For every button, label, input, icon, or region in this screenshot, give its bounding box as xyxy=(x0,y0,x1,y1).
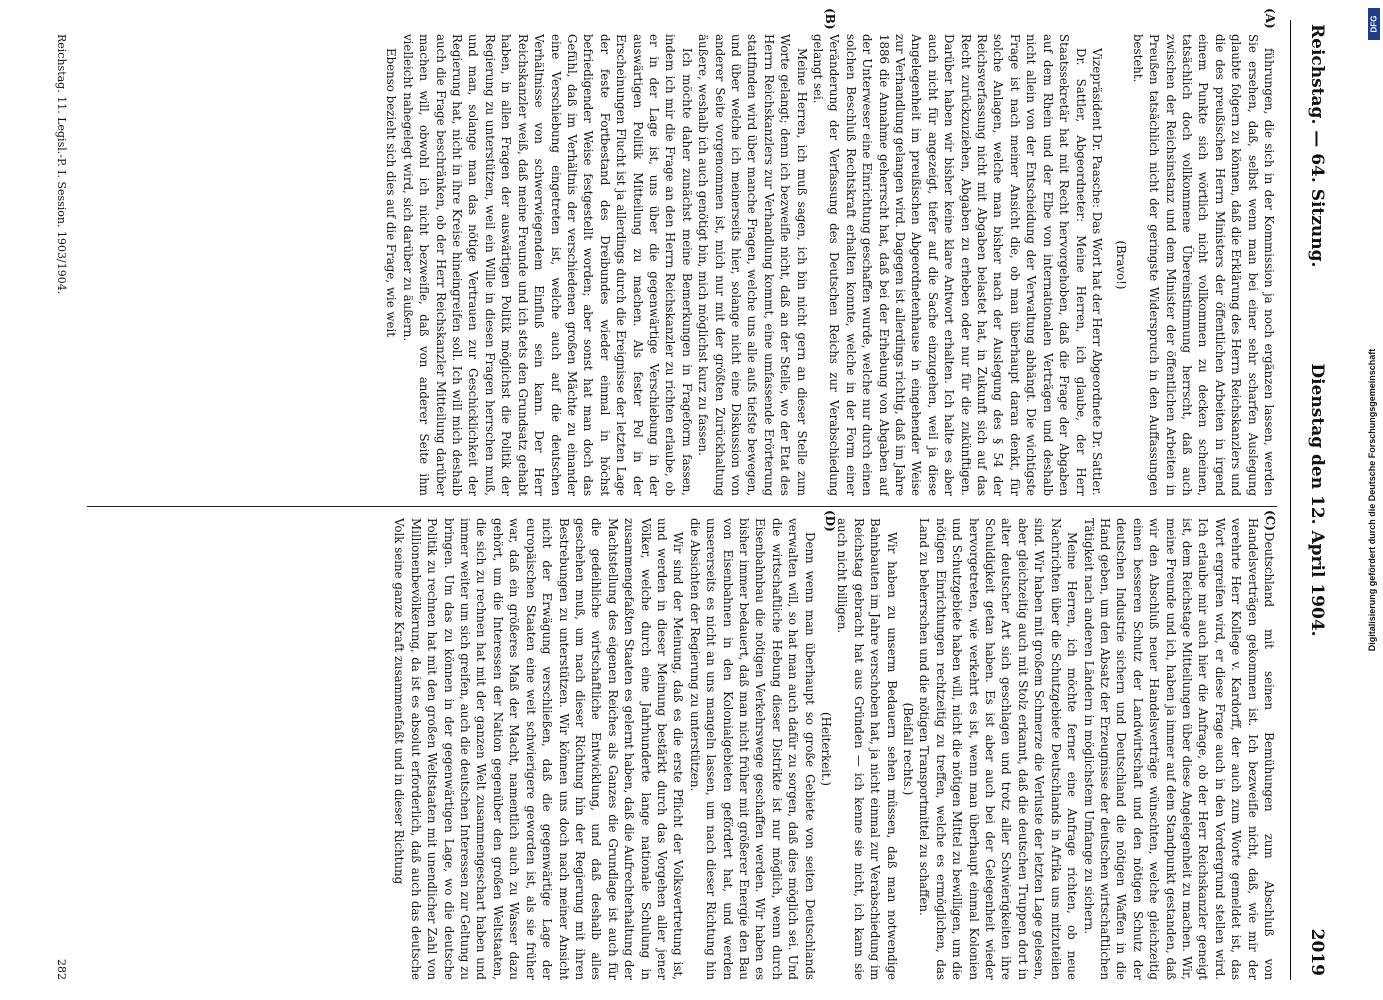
document-page xyxy=(47,8,1337,980)
page-header xyxy=(1290,20,1337,980)
margin-mark-b: (B) xyxy=(822,8,837,30)
paragraph: Ebenso bezieht sich dies auf die Frage, wie weit xyxy=(383,48,398,338)
dfg-logo xyxy=(1368,8,1380,40)
page-footer: Reichstag. 11. Legisl.-P. I. Session. 1903/1904. xyxy=(54,34,68,295)
left-column xyxy=(87,34,1277,496)
paragraph: Dr. Sattler, Abgeordneter: Meine Herren, ich glaube, der Herr Staatssekretär hat mit Recht hervorgehoben, daß die Frage der Abgaben auf dem Rhein und der Elbe von internationalen Verträgen und deshalb nicht allein von der Entscheidung der Verwaltung abhängt. Die wichtigste Frage ist nach meiner Ansicht die, ob man überhaupt daran denkt, für solche Anlagen, welche man bisher nach der Auslegung des § 54 der Reichsverfassung nicht mit Abgaben belastet hat, in Zukunft sich auf das Recht zurückzuziehen, Abgaben zu erheben oder nur für die zukünftigen. Darüber haben wir bisher keine klare Antwort erhalten. Ich halte es aber auch nicht für angezeigt, tiefer auf die Sache einzugehen, weil ja diese Angelegenheit im preußischen Abgeordnetenhause in eingehender Weise zur Verhandlung gelangen wird. Dagegen ist allerdings richtig, daß im Jahre 1886 die Annahme geherrscht hat, daß bei der Erhebung von Abgaben auf der Unterweser eine Einrichtung geschaffen wurde, welche nur durch einen solchen Beschluß Rechtskraft erhalten konnte, welche in der Form einer Veränderung der Verfassung des Deutschen Reichs zur Verabschiedung gelangt sei. xyxy=(810,34,1088,496)
margin-mark-a: (A) xyxy=(1262,8,1277,29)
dfg-logo-text: DFG xyxy=(1369,15,1379,33)
paragraph: Wir haben zu unserm Bedauern sehen müssen, daß man notwendige Bahnbauten im Jahre verschoben hat, ja nicht einmal zur Verabschiedung im Reichstag gebracht hat aus Gründen — ich kenne sie nicht, ich kann sie auch nicht billigen. xyxy=(834,518,899,980)
header-date: Dienstag den 12. April 1904. xyxy=(1306,363,1327,637)
paragraph: (Beifall rechts.) xyxy=(900,702,915,796)
folio-number: 282 xyxy=(54,959,68,980)
paragraph: führungen, die sich in der Kommission ja noch ergänzen lassen, werden Sie ersehen, daß, selbst wenn man bei einer sehr scharfen Auslegung glaubte folgern zu können, daß die Erklärung des Herrn Reichskanzlers und die des preußischen Herrn Ministers der öffentlichen Arbeiten in irgend einem Punkte sich wörtlich nicht vollkommen zu decken scheinen, tatsächlich doch vollkommene Übereinstimmung herrscht, daß auch zwischen der Reichsinstanz und dem Minister der öffentlichen Arbeiten in Preußen tatsächlich nicht der geringste Widerspruch in den Auffassungen besteht. xyxy=(1130,34,1276,496)
page-number: 2019 xyxy=(1306,928,1327,976)
paragraph: Wir sind der Meinung, daß es die erste Pflicht der Volksvertretung ist, und werden in dieser Meinung bestärkt durch das Vorgehen aller jener Völker, welche durch eine Jahrhunderte lange nationale Schulung in zusammengefaßten Staaten es gelernt haben, daß die Aufrechterhaltung der Machtstellung des eigenen Reiches als Ganzes die Grundlage ist auch für die gedeihliche wirtschaftliche Entwicklung, und daß deshalb alles geschehen muß, um nach dieser Richtung hin der Regierung mit ihren Bestrebungen zu unterstützen. Wir können uns doch nach meiner Ansicht nicht der Erwägung verschließen, daß die gegenwärtige Lage der europäischen Staaten eine weit schwierigere geworden ist, als sie früher war, daß ein größeres Maß der Macht, namentlich auch zu Wasser dazu gehört, um die Interessen der Nation gegenüber den großen Weltstaaten, die sich zu rechnen hat mit der ganzen Welt zusammengeschart haben und immer weiter um sich greifen, auch die deutschen Interessen zur Geltung zu bringen. Um das zu können in der gegenwärtigen Lage, wo die deutsche Politik zu rechnen hat mit den großen Weltstaaten mit unendlicher Zahl von Millionenbevölkerung, da ist es absolut erforderlich, daß auch das deutsche Volk seine ganze Kraft zusammenfaßt und in dieser Richtung xyxy=(391,518,685,980)
right-column xyxy=(87,518,1277,980)
paragraph: Denn wenn man überhaupt so große Gebiete von seiten Deutschlands verwalten will, so hat man auch dafür zu sorgen, daß dies möglich sei. Und die wirtschaftliche Hebung dieser Distrikte ist nur möglich, wenn durch Eisenbahnbau die nötigen Verkehrswege geschaffen werden. Wir haben es bisher immer bedauert, daß man nicht früher mit größerer Energie den Bau von Eisenbahnen in den Kolonialgebieten gefördert hat, und werden unsererseits es nicht an uns mangeln lassen, um nach dieser Richtung hin die Absichten der Regierung zu unterstützen. xyxy=(687,518,817,980)
paragraph: Meine Herren, ich muß sagen, ich bin nicht gern an dieser Stelle zum Worte gelangt; denn ich bezweifle nicht, daß an der Stelle, wo der Etat des Herrn Reichskanzlers zur Verhandlung kommt, eine umfassende Erörterung stattfinden wird über manche Fragen, welche uns alle aufs tiefste bewegen, und über welche ich meinerseits hier, solange nicht eine Diskussion von anderer Seite vorgenommen ist, mich nur mit der größten Zurückhaltung äußere, weshalb ich auch genötigt bin, mich möglichst kurz zu fassen. xyxy=(695,34,809,496)
digitization-note-text: Digitalisierung gefördert durch die Deutsche Forschungsgemeinschaft xyxy=(1367,348,1377,652)
paragraph: Meine Herren, ich möchte ferner eine Anfrage richten, ob neue Nachrichten über die Schutzgebiete Deutschlands in Afrika uns mitzuteilen sind. Wir haben mit großem Schmerze die Verluste der letzten Lage gelesen, aber gleichzeitig auch mit Stolz erkannt, daß die deutschen Truppen dort in alter deutscher Art sich geschlagen und trotz aller Schwierigkeiten ihre Schuldigkeit getan haben. Es ist aber auch bei der Gelegenheit wieder hervorgetreten, wie verkehrt es ist, wenn man überhaupt einmal Kolonien und Schutzgebiete haben will, nicht die nötigen Mittel zu bewilligen, um die nötigen Einrichtungen rechtzeitig zu treffen, welche es ermöglichen, das Land zu beherrschen und die nötigen Transportmittel zu schaffen. xyxy=(916,518,1079,980)
text-columns xyxy=(87,8,1277,980)
paragraph: Ich möchte daher zunächst meine Bemerkungen in Frageform fassen, indem ich mir die Frage an den Herrn Reichskanzler zu richten erlaube, ob er in der Lage ist, uns über die gegenwärtige Verschiebung in der auswärtigen Politik Mitteilung zu machen. Als fester Pol in der Erscheinungen Flucht ist ja allerdings durch die Ereignisse der letzten Lage der feste Fortbestand des Dreibundes wieder einmal in höchst befriedigender Weise festgestellt worden; aber sonst hat man doch das Gefühl, daß im Verhältnis der verschiedenen großen Mächte zu einander eine Verschiebung eingetreten ist, welche auch auf die deutschen Verhältnisse von schwerwiegendem Einfluß sein kann. Der Herr Reichskanzler weiß, daß meine Freunde und ich stets den Grundsatz gehabt haben, in allen Fragen der auswärtigen Politik möglichst die Politik der Regierung zu unterstützen, weil ein Wille in diesen Fragen herrschen muß, und man, solange man das nötige Vertrauen zur Geschicklichkeit der Regierung hat, nicht in ihre Kreise hineingreifen soll. Ich will mich deshalb auch die Frage beschränken, ob der Herr Reichskanzler Mitteilung darüber machen will, obwohl ich nicht bezweifle, daß von anderer Seite ihm vielleicht nahegelegt wird, sich darüber zu äußern. xyxy=(400,34,694,496)
column-divider xyxy=(87,506,1277,507)
digitization-note xyxy=(1365,60,1379,940)
margin-mark-c: (C) xyxy=(1262,510,1277,531)
paragraph: Vizepräsident Dr. Paasche: Das Wort hat der Herr Abgeordnete Dr. Sattler. xyxy=(1089,48,1104,496)
margin-mark-d: (D) xyxy=(822,510,837,532)
paragraph: (Bravo!) xyxy=(1113,240,1128,290)
paragraph: Deutschland mit seinen Bemühungen zum Abschluß von Handelsverträgen gekommen ist. Ich bezweifle nicht, daß, wie mir der verehrte Herr Kollege v. Kardorff, der auch zum Worte gemeldet ist, das Wort ergreifen wird, er diese Frage auch in den Vordergrund stellen wird. Ich erlaube mir auch hier die Anfrage, ob der Herr Reichskanzler geneigt ist, dem Reichstage Mitteilungen über diese Angelegenheit zu machen. Wir, meine Freunde und ich, haben ja immer auf dem Standpunkt gestanden, daß wir den Abschluß neuer Handelsverträge wünschten, welche gleichzeitig einen besseren Schutz der Landwirtschaft und den nötigen Schutz der deutschen Industrie sichern und Deutschland die nötigen Waffen in die Hand geben, um den Absatz der Erzeugnisse der deutschen wirtschaftlichen Tätigkeit nach anderen Ländern in möglichstem Umfange zu sichern. xyxy=(1081,518,1276,980)
paragraph: (Heiterkeit.) xyxy=(818,711,833,786)
header-left: Reichstag. — 64. Sitzung. xyxy=(1306,24,1327,268)
